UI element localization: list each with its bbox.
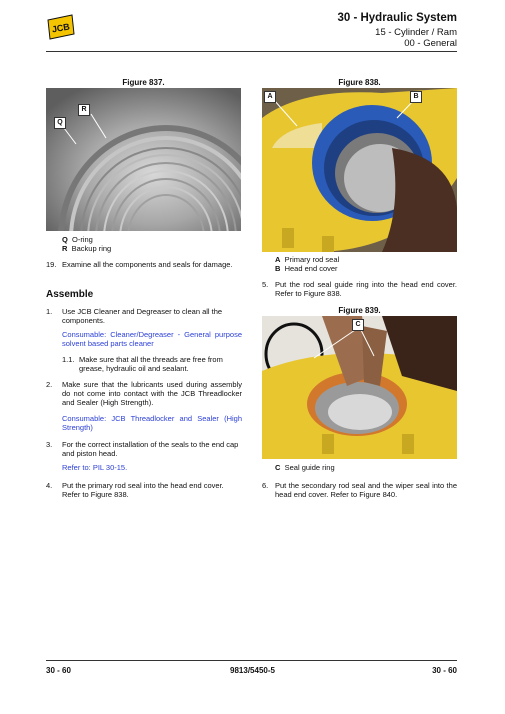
section-title: 30 - Hydraulic System bbox=[337, 12, 457, 24]
step-4-number: 4. bbox=[46, 481, 53, 490]
legend-r: R Backup ring bbox=[62, 244, 112, 253]
step-3-text: For the correct installation of the seals to the end cap and piston head. bbox=[62, 440, 239, 458]
legend-b: B Head end cover bbox=[275, 264, 338, 273]
figure-837-photo bbox=[46, 88, 241, 231]
step-2-consumable: Consumable: JCB Threadlocker and Sealer (High Strength) bbox=[62, 414, 242, 432]
label-b: B bbox=[410, 91, 422, 103]
step-1-1-number: 1.1. bbox=[62, 355, 75, 364]
step-1-1-text: Make sure that all the threads are free from grease, hydraulic oil and sealant. bbox=[79, 355, 223, 373]
subsection-general: 00 - General bbox=[404, 38, 457, 49]
step-4-text: Put the primary rod seal into the head end cover. Refer to Figure 838. bbox=[62, 481, 224, 499]
step-2-text: Make sure that the lubricants used during assembly do not come into contact with the JCB Threadlocker and Sealer (High Strength). bbox=[62, 380, 242, 407]
step-19-text: Examine all the components and seals for damage. bbox=[62, 260, 233, 269]
legend-q: Q O-ring bbox=[62, 235, 93, 244]
step-1-consumable: Consumable: Cleaner/Degreaser - General purpose solvent based parts cleaner bbox=[62, 330, 242, 348]
step-5-number: 5. bbox=[262, 280, 269, 289]
figure-838-caption: Figure 838. bbox=[338, 78, 381, 87]
label-c: C bbox=[352, 319, 364, 331]
figure-839-caption: Figure 839. bbox=[338, 306, 381, 315]
step-5-text: Put the rod seal guide ring into the head end cover. Refer to Figure 838. bbox=[275, 280, 457, 298]
label-r: R bbox=[78, 104, 90, 116]
step-19-number: 19. bbox=[46, 260, 57, 269]
label-q: Q bbox=[54, 117, 66, 129]
legend-c: C Seal guide ring bbox=[275, 463, 335, 472]
step-6-number: 6. bbox=[262, 481, 269, 490]
figure-837-caption: Figure 837. bbox=[122, 78, 165, 87]
assemble-heading: Assemble bbox=[46, 289, 94, 300]
figure-838-photo bbox=[262, 88, 457, 252]
footer-page-left: 30 - 60 bbox=[46, 666, 71, 675]
label-a: A bbox=[264, 91, 276, 103]
step-1-number: 1. bbox=[46, 307, 53, 316]
subsection-title: 15 - Cylinder / Ram bbox=[375, 27, 457, 38]
header-divider bbox=[46, 51, 457, 52]
jcb-logo bbox=[46, 12, 76, 42]
footer-divider bbox=[46, 660, 457, 661]
step-3-number: 3. bbox=[46, 440, 53, 449]
step-2-number: 2. bbox=[46, 380, 53, 389]
footer-page-right: 30 - 60 bbox=[432, 666, 457, 675]
step-6-text: Put the secondary rod seal and the wiper seal into the head end cover. Refer to Figure 840. bbox=[275, 481, 457, 499]
step-3-reference-link[interactable]: Refer to: PIL 30-15. bbox=[62, 463, 128, 472]
figure-839-photo bbox=[262, 316, 457, 459]
svg-text:JCB: JCB bbox=[51, 21, 71, 35]
legend-a: A Primary rod seal bbox=[275, 255, 340, 264]
footer-document-number: 9813/5450-5 bbox=[230, 666, 275, 675]
step-1-text: Use JCB Cleaner and Degreaser to clean all the components. bbox=[62, 307, 223, 325]
